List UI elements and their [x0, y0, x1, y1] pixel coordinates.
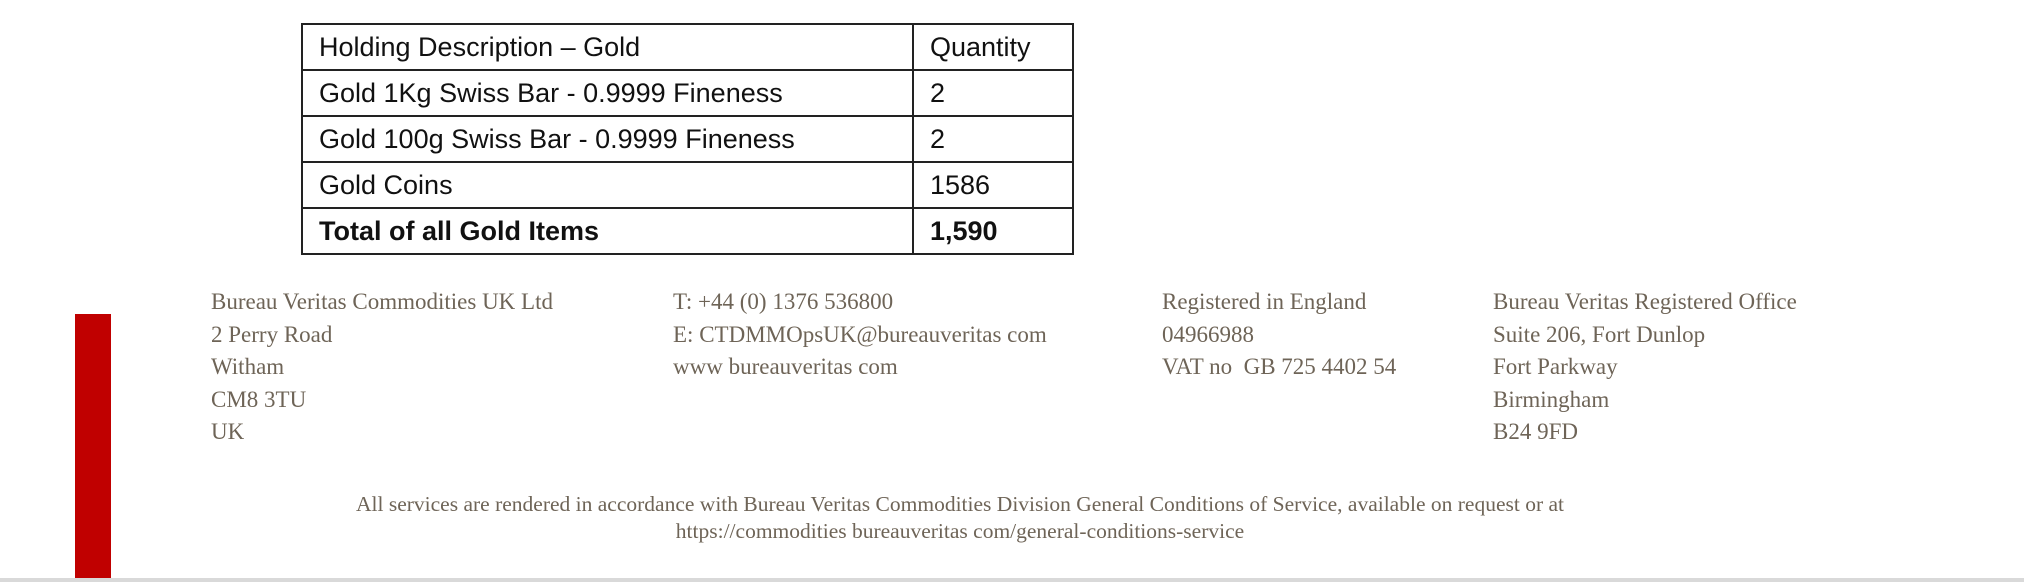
- table-row: [302, 70, 1073, 116]
- registered-office-suite: Suite 206, Fort Dunlop: [1493, 321, 1706, 347]
- company-postcode: CM8 3TU: [211, 386, 307, 412]
- header-description: Holding Description – Gold: [302, 24, 913, 70]
- table-header-row: [302, 24, 1073, 70]
- company-town: Witham: [211, 354, 285, 379]
- registered-office-title: Bureau Veritas Registered Office: [1493, 289, 1797, 314]
- registered-office-street: Fort Parkway: [1493, 354, 1618, 379]
- conditions-url: https://commodities bureauveritas com/general-conditions-service: [675, 519, 1245, 543]
- company-street: 2 Perry Road: [211, 321, 333, 347]
- total-description: Total of all Gold Items: [302, 208, 913, 254]
- footer-registration: [1162, 286, 1396, 384]
- company-name: Bureau Veritas Commodities UK Ltd: [211, 289, 553, 314]
- row-description: Gold 1Kg Swiss Bar - 0.9999 Fineness: [302, 70, 913, 116]
- header-quantity: Quantity: [913, 24, 1073, 70]
- company-country: UK: [211, 419, 245, 444]
- footer-contact: [673, 286, 1047, 384]
- registered-in: Registered in England: [1162, 289, 1367, 314]
- footer-company-address: [211, 286, 553, 449]
- contact-email: E: CTDMMOpsUK@bureauveritas com: [673, 321, 1047, 347]
- gold-holdings-table: [301, 23, 1074, 255]
- table-row: [302, 162, 1073, 208]
- total-quantity: 1,590: [913, 208, 1073, 254]
- vat-number: VAT no GB 725 4402 54: [1162, 354, 1397, 379]
- contact-phone: T: +44 (0) 1376 536800: [673, 289, 894, 314]
- row-quantity: 2: [913, 70, 1073, 116]
- footer-registered-office: [1493, 286, 1797, 449]
- row-quantity: 2: [913, 116, 1073, 162]
- row-quantity: 1586: [913, 162, 1073, 208]
- registered-office-city: Birmingham: [1493, 386, 1610, 412]
- row-description: Gold 100g Swiss Bar - 0.9999 Fineness: [302, 116, 913, 162]
- conditions-line-1: All services are rendered in accordance with Bureau Veritas Commodities Division General Conditions of Service, available on request or at: [356, 492, 1564, 516]
- contact-website: www bureauveritas com: [673, 354, 898, 379]
- row-description: Gold Coins: [302, 162, 913, 208]
- company-number: 04966988: [1162, 321, 1254, 347]
- table-total-row: [302, 208, 1073, 254]
- page-bottom-divider: [0, 578, 2024, 582]
- conditions-notice: [0, 491, 1920, 545]
- registered-office-postcode: B24 9FD: [1493, 419, 1578, 444]
- table-row: [302, 116, 1073, 162]
